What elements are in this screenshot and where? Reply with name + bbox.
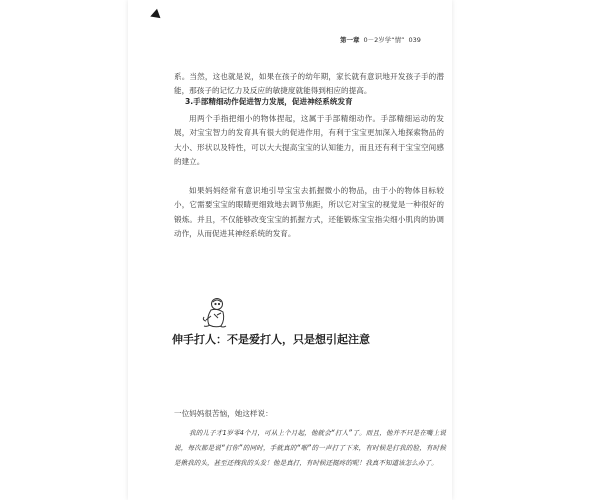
running-header [340,35,450,44]
paragraph-1: 系。当然，这也就是说，如果在孩子的幼年期，家长就有意识地开发孩子手的潜能，那孩子的记忆力及反应的敏捷度就能得到相应的提高。 [174,72,444,96]
chapter-label: 第一章 [340,36,360,44]
section-title: 伸手打人：不是爱打人，只是想引起注意 [172,333,370,346]
crouching-child-cartoon-icon [198,296,232,330]
mother-quote: 我的儿子才1岁零4个月，可从上个月起，他就会“打人”了。而且，他并不只是在嘴上说说，每次都是说“打你”的同时，手就真的“啪”的一声打了下来，有时候是打我的脸，有时候是揪我的头，甚至还拽我的头发！他是真打，有时候还挺疼的呢！我真不知道该怎么办了。 [174,429,446,468]
subheading: 3.手部精细动作促进智力发展，促进神经系统发育 [185,97,353,106]
paragraph-2: 用两个手指把细小的物体捏起，这属于手部精细动作。手部精细运动的发展，对宝宝智力的发育具有很大的促进作用，有利于宝宝更加深入地探索物品的大小、形状以及特性，可以大大提高宝宝的认知能力，而且还有利于宝宝空间感的建立。 [174,114,444,166]
paragraph-3: 如果妈妈经常有意识地引导宝宝去抓握微小的物品，由于小的物体目标较小，它需要宝宝的眼睛更细致地去调节焦距，所以它对宝宝的视觉是一种很好的锻炼。并且，不仅能够改变宝宝的抓握方式，还能锻炼宝宝指尖细小肌肉的协调动作，从而促进其神经系统的发育。 [174,186,444,238]
section-label: 0－2岁学“情” [363,36,405,44]
section-lead: 一位妈妈很苦恼，她这样说： [174,409,273,418]
page-number: 039 [408,36,421,44]
